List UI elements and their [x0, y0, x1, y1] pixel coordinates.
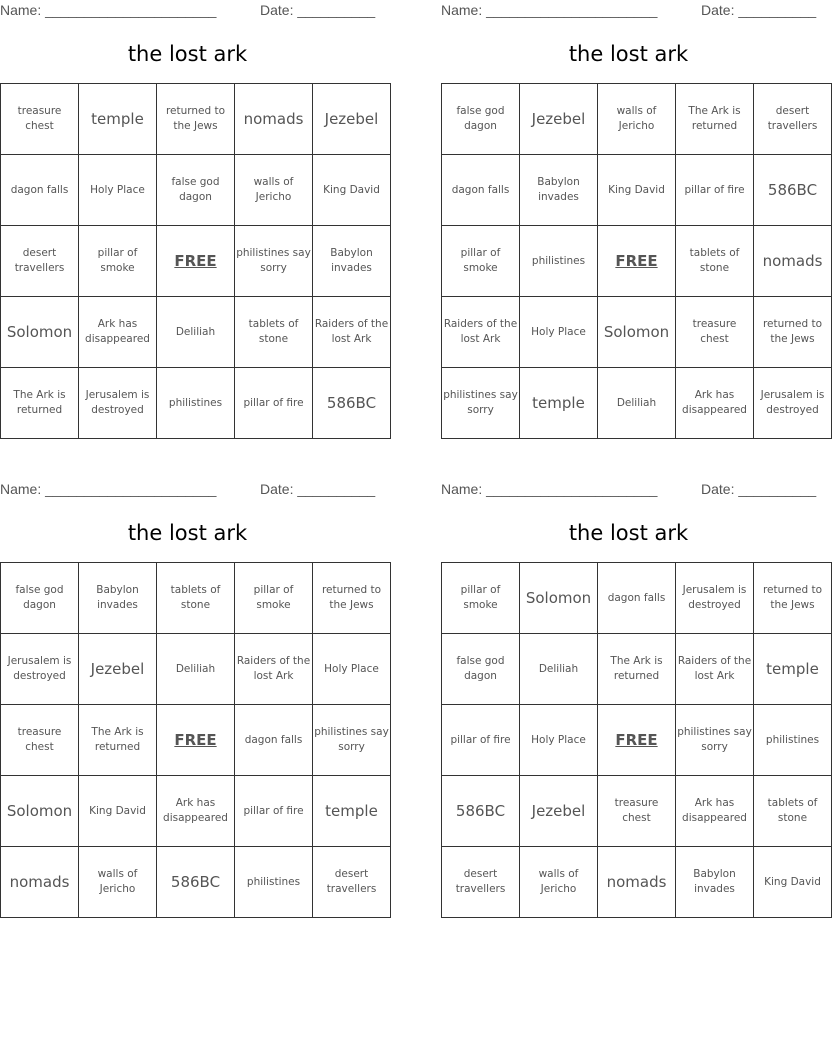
- grid-row: [1, 155, 391, 226]
- bingo-cell: King David: [598, 155, 676, 226]
- bingo-cell: pillar of fire: [442, 705, 520, 776]
- bingo-cell: false god dagon: [442, 634, 520, 705]
- bingo-cell: 586BC: [313, 368, 391, 439]
- bingo-cell: Ark has disappeared: [79, 297, 157, 368]
- bingo-cell: nomads: [754, 226, 832, 297]
- free-space-cell: FREE: [157, 705, 235, 776]
- bingo-cell: philistines say sorry: [313, 705, 391, 776]
- bingo-cell: walls of Jericho: [598, 84, 676, 155]
- bingo-cell: Jerusalem is destroyed: [676, 563, 754, 634]
- bingo-cell: pillar of smoke: [235, 563, 313, 634]
- bingo-cell: Jezebel: [520, 776, 598, 847]
- bingo-cell: The Ark is returned: [598, 634, 676, 705]
- bingo-grid: [441, 83, 832, 439]
- bingo-cell: pillar of smoke: [79, 226, 157, 297]
- bingo-cell: desert travellers: [442, 847, 520, 918]
- bingo-cell: temple: [520, 368, 598, 439]
- bingo-grid: [0, 83, 391, 439]
- grid-row: [1, 84, 391, 155]
- grid-row: [442, 226, 832, 297]
- bingo-cell: Holy Place: [520, 297, 598, 368]
- bingo-cell: pillar of smoke: [442, 563, 520, 634]
- bingo-card-4: [441, 479, 823, 914]
- bingo-cell: pillar of fire: [235, 776, 313, 847]
- grid-row: [442, 368, 832, 439]
- grid-row: [442, 84, 832, 155]
- name-field-label: Name: ______________________: [0, 2, 217, 18]
- bingo-cell: Babylon invades: [313, 226, 391, 297]
- date-field-label: Date: __________: [260, 2, 376, 18]
- bingo-cell: Jerusalem is destroyed: [79, 368, 157, 439]
- bingo-cell: returned to the Jews: [754, 297, 832, 368]
- name-field-label: Name: ______________________: [441, 2, 658, 18]
- bingo-cell: Holy Place: [313, 634, 391, 705]
- bingo-cell: temple: [79, 84, 157, 155]
- grid-row: [442, 776, 832, 847]
- bingo-cell: false god dagon: [1, 563, 79, 634]
- bingo-cell: treasure chest: [1, 84, 79, 155]
- free-space-cell: FREE: [598, 226, 676, 297]
- bingo-cell: nomads: [598, 847, 676, 918]
- bingo-cell: Deliliah: [598, 368, 676, 439]
- bingo-cell: walls of Jericho: [520, 847, 598, 918]
- bingo-cell: Babylon invades: [79, 563, 157, 634]
- bingo-cell: King David: [754, 847, 832, 918]
- bingo-cell: Solomon: [598, 297, 676, 368]
- bingo-cell: Solomon: [1, 776, 79, 847]
- bingo-cell: pillar of fire: [676, 155, 754, 226]
- grid-row: [442, 847, 832, 918]
- bingo-cell: King David: [79, 776, 157, 847]
- name-field-label: Name: ______________________: [0, 481, 217, 497]
- bingo-cell: Babylon invades: [676, 847, 754, 918]
- bingo-cell: Jerusalem is destroyed: [1, 634, 79, 705]
- bingo-cell: Deliliah: [520, 634, 598, 705]
- bingo-grid: [0, 562, 391, 918]
- bingo-cell: dagon falls: [442, 155, 520, 226]
- bingo-cell: false god dagon: [157, 155, 235, 226]
- bingo-cell: 586BC: [754, 155, 832, 226]
- bingo-cell: Jezebel: [313, 84, 391, 155]
- bingo-cell: 586BC: [157, 847, 235, 918]
- bingo-cell: tablets of stone: [754, 776, 832, 847]
- bingo-cell: treasure chest: [676, 297, 754, 368]
- grid-row: [442, 563, 832, 634]
- card-title: the lost ark: [568, 42, 689, 66]
- bingo-cell: nomads: [235, 84, 313, 155]
- grid-row: [1, 563, 391, 634]
- grid-row: [1, 226, 391, 297]
- bingo-cell: Solomon: [1, 297, 79, 368]
- bingo-cell: Raiders of the lost Ark: [235, 634, 313, 705]
- bingo-cell: Deliliah: [157, 297, 235, 368]
- bingo-cell: Raiders of the lost Ark: [442, 297, 520, 368]
- bingo-cell: The Ark is returned: [676, 84, 754, 155]
- grid-row: [1, 368, 391, 439]
- bingo-cell: treasure chest: [598, 776, 676, 847]
- bingo-cell: The Ark is returned: [79, 705, 157, 776]
- grid-row: [1, 847, 391, 918]
- bingo-cell: Jezebel: [79, 634, 157, 705]
- date-field-label: Date: __________: [701, 481, 817, 497]
- bingo-cell: dagon falls: [598, 563, 676, 634]
- bingo-cell: The Ark is returned: [1, 368, 79, 439]
- bingo-cell: Ark has disappeared: [676, 368, 754, 439]
- free-space-cell: FREE: [157, 226, 235, 297]
- bingo-cell: returned to the Jews: [157, 84, 235, 155]
- card-title: the lost ark: [568, 521, 689, 545]
- bingo-cell: philistines: [754, 705, 832, 776]
- bingo-cell: walls of Jericho: [79, 847, 157, 918]
- grid-row: [442, 297, 832, 368]
- bingo-cell: Deliliah: [157, 634, 235, 705]
- bingo-cell: philistines say sorry: [442, 368, 520, 439]
- bingo-cell: Jerusalem is destroyed: [754, 368, 832, 439]
- bingo-cell: returned to the Jews: [313, 563, 391, 634]
- bingo-cell: temple: [754, 634, 832, 705]
- bingo-cell: desert travellers: [313, 847, 391, 918]
- bingo-cell: returned to the Jews: [754, 563, 832, 634]
- bingo-cell: 586BC: [442, 776, 520, 847]
- bingo-cell: desert travellers: [754, 84, 832, 155]
- grid-row: [1, 297, 391, 368]
- bingo-cell: Babylon invades: [520, 155, 598, 226]
- bingo-cell: treasure chest: [1, 705, 79, 776]
- bingo-cell: tablets of stone: [235, 297, 313, 368]
- bingo-cell: pillar of smoke: [442, 226, 520, 297]
- bingo-cell: philistines: [235, 847, 313, 918]
- bingo-cell: false god dagon: [442, 84, 520, 155]
- bingo-cell: Ark has disappeared: [676, 776, 754, 847]
- bingo-card-1: [0, 0, 389, 435]
- grid-row: [442, 705, 832, 776]
- bingo-cell: King David: [313, 155, 391, 226]
- bingo-cell: pillar of fire: [235, 368, 313, 439]
- bingo-cell: Jezebel: [520, 84, 598, 155]
- bingo-cell: tablets of stone: [157, 563, 235, 634]
- name-field-label: Name: ______________________: [441, 481, 658, 497]
- bingo-cell: desert travellers: [1, 226, 79, 297]
- card-header: [441, 0, 816, 22]
- bingo-cell: philistines say sorry: [235, 226, 313, 297]
- card-header: [0, 0, 375, 22]
- grid-row: [1, 634, 391, 705]
- card-title: the lost ark: [127, 42, 248, 66]
- card-header: [0, 479, 375, 501]
- bingo-cell: philistines: [520, 226, 598, 297]
- bingo-card-2: [441, 0, 825, 435]
- bingo-cell: temple: [313, 776, 391, 847]
- bingo-cell: Raiders of the lost Ark: [313, 297, 391, 368]
- bingo-cell: philistines: [157, 368, 235, 439]
- bingo-cell: nomads: [1, 847, 79, 918]
- card-title: the lost ark: [127, 521, 248, 545]
- free-space-cell: FREE: [598, 705, 676, 776]
- date-field-label: Date: __________: [260, 481, 376, 497]
- bingo-grid: [441, 562, 832, 918]
- grid-row: [442, 634, 832, 705]
- bingo-cell: dagon falls: [235, 705, 313, 776]
- card-header: [441, 479, 816, 501]
- date-field-label: Date: __________: [701, 2, 817, 18]
- bingo-card-3: [0, 479, 389, 914]
- bingo-cell: Holy Place: [520, 705, 598, 776]
- bingo-cell: dagon falls: [1, 155, 79, 226]
- bingo-cell: Raiders of the lost Ark: [676, 634, 754, 705]
- bingo-cell: tablets of stone: [676, 226, 754, 297]
- bingo-cell: Solomon: [520, 563, 598, 634]
- bingo-cell: Holy Place: [79, 155, 157, 226]
- bingo-cell: walls of Jericho: [235, 155, 313, 226]
- bingo-cell: philistines say sorry: [676, 705, 754, 776]
- grid-row: [1, 705, 391, 776]
- bingo-cell: Ark has disappeared: [157, 776, 235, 847]
- grid-row: [442, 155, 832, 226]
- grid-row: [1, 776, 391, 847]
